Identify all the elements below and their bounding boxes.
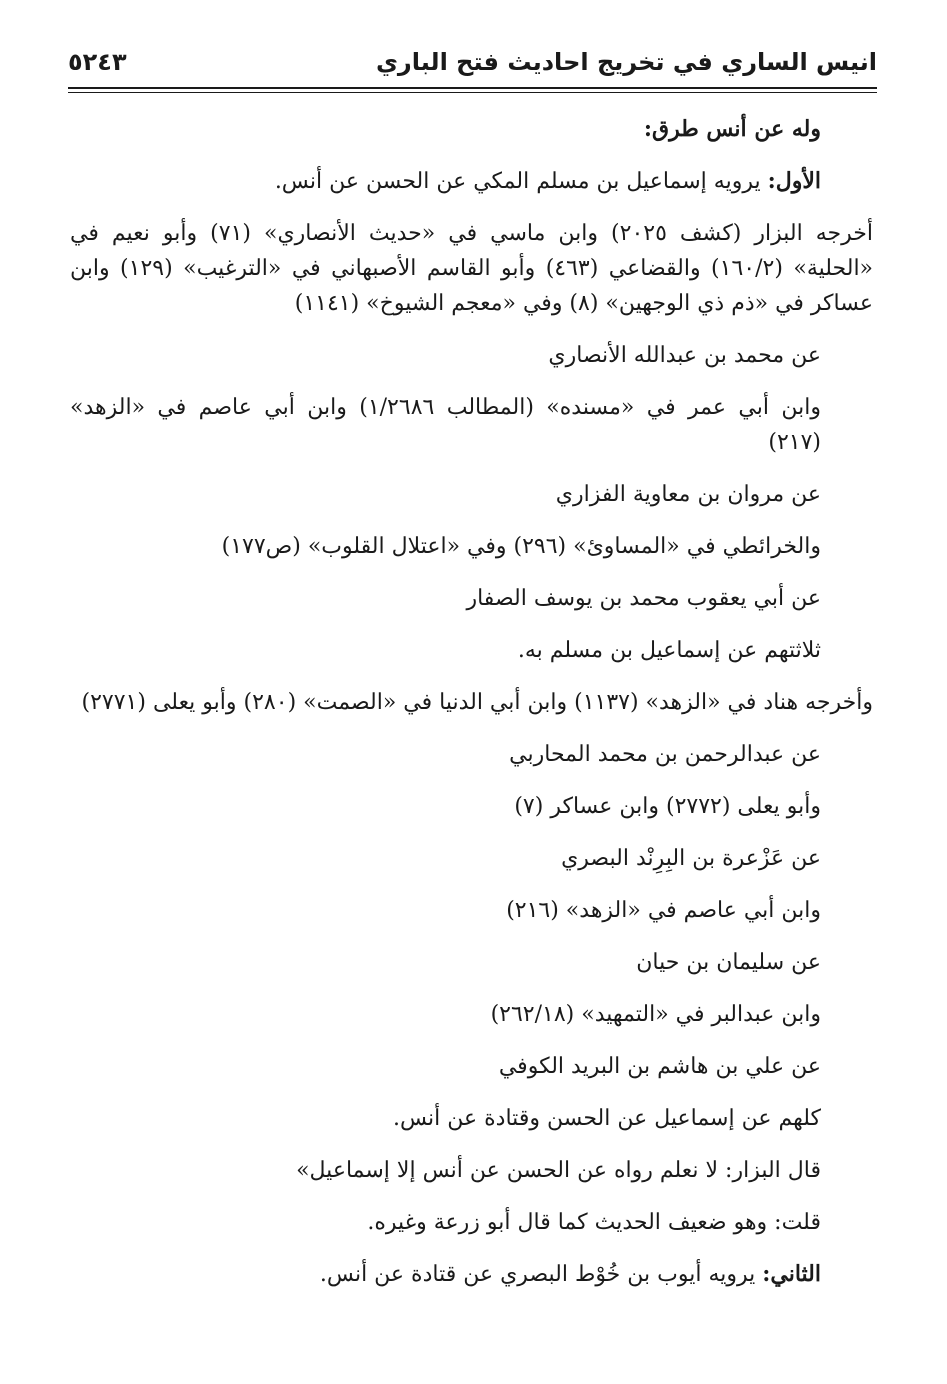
paragraph bbox=[70, 164, 821, 199]
paragraph bbox=[70, 216, 873, 321]
paragraph bbox=[70, 1049, 821, 1084]
paragraph-text: عن محمد بن عبدالله الأنصاري bbox=[548, 343, 821, 368]
paragraph-label: قلت: bbox=[774, 1210, 821, 1235]
header-rule-thick bbox=[68, 87, 877, 89]
paragraph bbox=[70, 789, 821, 824]
paragraph-text: يرويه أيوب بن خُوْط البصري عن قتادة عن أنس. bbox=[319, 1262, 756, 1287]
paragraph-text: وله عن أنس طرق: bbox=[643, 116, 821, 142]
paragraph bbox=[70, 997, 821, 1032]
running-header bbox=[68, 46, 877, 86]
body-text bbox=[70, 112, 874, 1309]
paragraph-text: وابن أبي عمر في «مسنده» (المطالب ١/٢٦٨٦) وابن أبي عاصم في «الزهد» (٢١٧) bbox=[70, 395, 821, 455]
paragraph-text: عن مروان بن معاوية الفزاري bbox=[555, 482, 821, 507]
paragraph bbox=[70, 477, 821, 512]
paragraph-text: عن علي بن هاشم بن البريد الكوفي bbox=[498, 1054, 821, 1079]
paragraph-text: وابن أبي عاصم في «الزهد» (٢١٦) bbox=[506, 898, 821, 923]
paragraph bbox=[70, 112, 821, 147]
paragraph-text: أخرجه البزار (كشف ٢٠٢٥) وابن ماسي في «حديث الأنصاري» (٧١) وأبو نعيم في «الحلية» (١٦٠/٢) والقضاعي (٤٦٣) وأبو القاسم الأصبهاني في «الترغيب» (١٢٩) وابن عساكر في «ذم ذي الوجهين» (٨) وفي «معجم الشيوخ» (١١٤١) bbox=[70, 221, 874, 316]
paragraph-text: عن عَزْعرة بن البِرِنْد البصري bbox=[561, 846, 821, 871]
paragraph-text: وهو ضعيف الحديث كما قال أبو زرعة وغيره. bbox=[367, 1210, 768, 1235]
paragraph bbox=[70, 633, 821, 668]
paragraph-text: عن سليمان بن حيان bbox=[636, 950, 821, 975]
paragraph-text: يرويه إسماعيل بن مسلم المكي عن الحسن عن أنس. bbox=[274, 169, 761, 194]
paragraph bbox=[70, 529, 821, 564]
paragraph bbox=[70, 1205, 821, 1240]
paragraph bbox=[70, 685, 873, 720]
paragraph bbox=[70, 1153, 821, 1188]
paragraph-label: الأول: bbox=[767, 168, 821, 194]
paragraph-text: عن أبي يعقوب محمد بن يوسف الصفار bbox=[466, 586, 821, 611]
paragraph-text: والخرائطي في «المساوئ» (٢٩٦) وفي «اعتلال القلوب» (ص١٧٧) bbox=[221, 534, 821, 559]
paragraph-text: ثلاثتهم عن إسماعيل بن مسلم به. bbox=[517, 638, 821, 663]
paragraph bbox=[70, 737, 821, 772]
paragraph bbox=[70, 338, 821, 373]
paragraph-label: قال البزار: bbox=[725, 1158, 821, 1183]
paragraph-text: عن عبدالرحمن بن محمد المحاربي bbox=[509, 742, 821, 767]
header-rule-thin bbox=[68, 92, 877, 93]
paragraph-text: وأبو يعلى (٢٧٧٢) وابن عساكر (٧) bbox=[514, 794, 821, 819]
paragraph-text: لا نعلم رواه عن الحسن عن أنس إلا إسماعيل» bbox=[296, 1158, 719, 1183]
paragraph-text: كلهم عن إسماعيل عن الحسن وقتادة عن أنس. bbox=[393, 1106, 821, 1131]
paragraph-label: الثاني: bbox=[762, 1261, 821, 1287]
paragraph bbox=[70, 841, 821, 876]
paragraph bbox=[70, 893, 821, 928]
paragraph bbox=[70, 945, 821, 980]
page-number: ٥٢٤٣ bbox=[68, 48, 127, 76]
paragraph-text: وابن عبدالبر في «التمهيد» (٢٦٢/١٨) bbox=[490, 1002, 821, 1027]
paragraph-text: وأخرجه هناد في «الزهد» (١١٣٧) وابن أبي الدنيا في «الصمت» (٢٨٠) وأبو يعلى (٢٧٧١) bbox=[81, 690, 873, 715]
paragraph bbox=[70, 1101, 821, 1136]
paragraph bbox=[70, 390, 821, 460]
book-title: انيس الساري في تخريج احاديث فتح الباري bbox=[375, 48, 877, 76]
paragraph bbox=[70, 1257, 821, 1292]
paragraph bbox=[70, 581, 821, 616]
